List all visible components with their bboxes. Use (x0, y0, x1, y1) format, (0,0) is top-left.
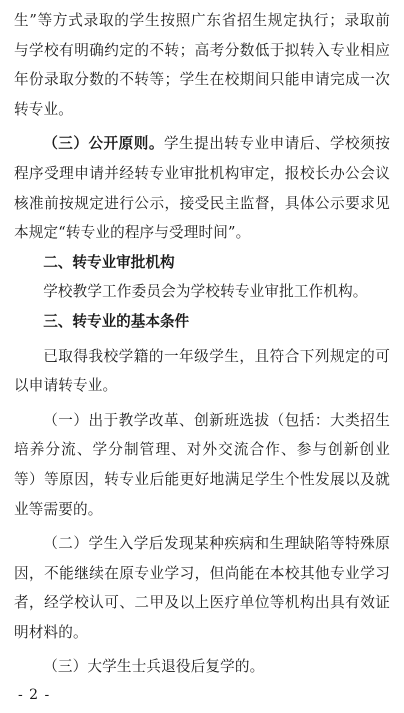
openness-principle-heading: （三）公开原则。 (43, 135, 164, 153)
paragraph-condition-3: （三）大学生士兵退役后复学的。 (43, 658, 265, 676)
paragraph-eligibility: 已取得我校学籍的一年级学生，且符合下列规定的可以申请转专业。 (14, 347, 390, 395)
paragraph-condition-1: （一）出于教学改革、创新班选拔（包括：大类招生培养分流、学分制管理、对外交流合作、参与创新创业等）等原因，转专业后能更好地满足学生个性发展以及就业等需要的。 (14, 411, 390, 518)
paragraph-condition-2: （二）学生入学后发现某种疾病和生理缺陷等特殊原因，不能继续在原专业学习，但尚能在本校其他专业学习者，经学校认可、二甲及以上医疗单位等机构出具有效证明材料的。 (14, 535, 390, 641)
openness-principle-body: 学生提出转专业申请后、学校须按程序受理申请并经转专业审批机构审定，报校长办公会议核准前按规定进行公示，接受民主监督，具体公示要求见本规定“转专业的程序与受理时间”。 (14, 135, 390, 242)
section-heading-approval-body: 二、转专业审批机构 (43, 253, 175, 271)
page-number: - 2 - (18, 687, 51, 703)
paragraph-openness-principle (14, 129, 390, 247)
section-heading-basic-conditions: 三、转专业的基本条件 (43, 312, 190, 330)
paragraph-admission-rules: 生”等方式录取的学生按照广东省招生规定执行；录取前与学校有明确约定的不转；高考分数低于拟转入专业相应年份录取分数的不转等；学生在校期间只能申请完成一次转专业。 (14, 12, 390, 118)
paragraph-approval-body: 学校教学工作委员会为学校转专业审批工作机构。 (43, 283, 368, 301)
